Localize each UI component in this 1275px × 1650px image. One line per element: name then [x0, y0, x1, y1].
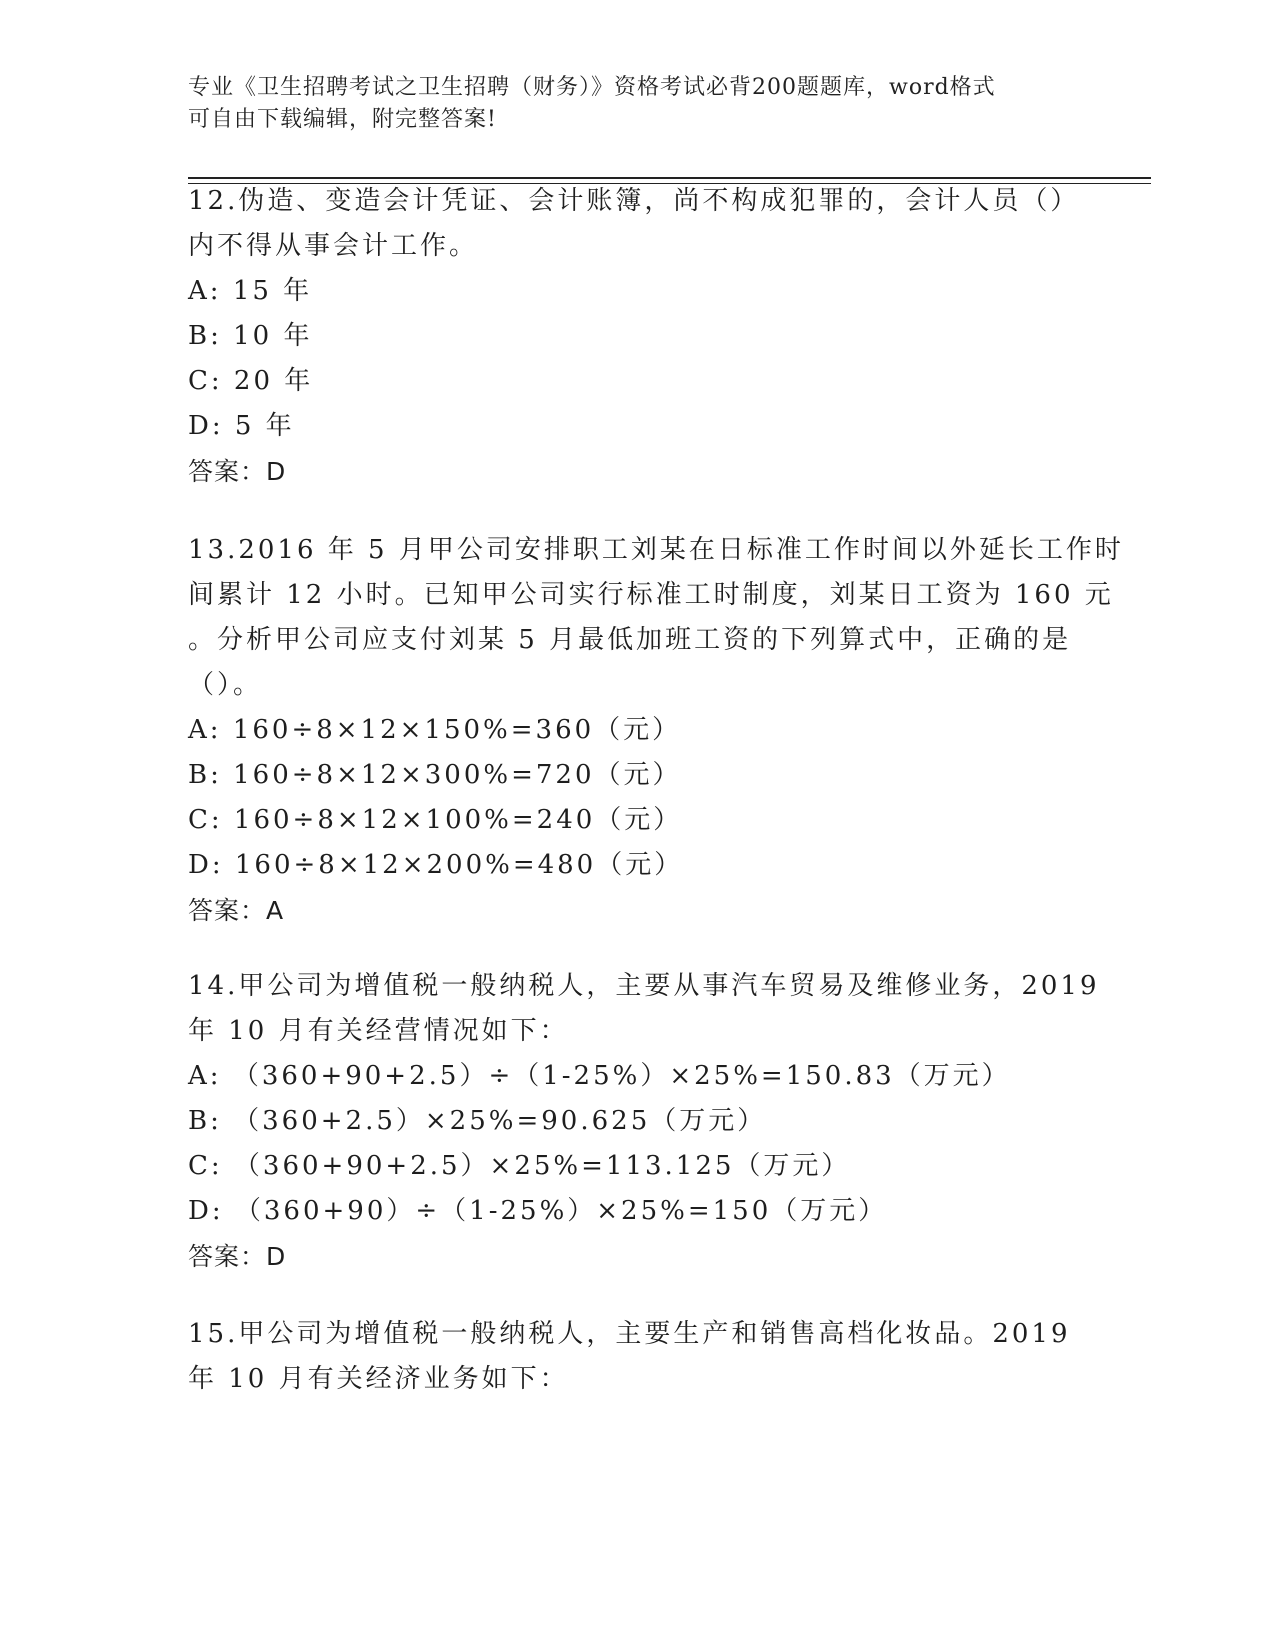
- header-title-line-1: 专业《卫生招聘考试之卫生招聘（财务）》资格考试必背200题题库，word格式: [188, 75, 996, 100]
- answer-line: 答案：D: [188, 457, 287, 486]
- option-key: C:: [188, 805, 223, 835]
- option-a: [188, 708, 1088, 753]
- option-key: A:: [188, 276, 222, 306]
- option-text: （360+90+2.5）×25%=113.125（万元）: [233, 1151, 851, 1181]
- option-c: [188, 1144, 1088, 1189]
- question-stem-line: （）。: [188, 670, 263, 700]
- option-d: [188, 1189, 1088, 1234]
- option-a: [188, 1054, 1088, 1099]
- option-key: C:: [188, 366, 223, 396]
- answer-line: 答案：D: [188, 1242, 287, 1271]
- option-b: [188, 753, 1088, 798]
- question-stem-line: 12.伪造、变造会计凭证、会计账簿，尚不构成犯罪的，会计人员（）: [188, 186, 1080, 216]
- option-c: [188, 798, 1088, 843]
- question-stem-line: 内不得从事会计工作。: [188, 231, 479, 261]
- question-stem-line: 15.甲公司为增值税一般纳税人，主要生产和销售高档化妆品。2019: [188, 1319, 1071, 1349]
- question-15: [188, 1312, 1088, 1402]
- option-text: 160÷8×12×300%=720（元）: [233, 760, 682, 790]
- option-d: [188, 404, 1088, 449]
- option-key: B:: [188, 321, 222, 351]
- question-stem-line: 年 10 月有关经营情况如下：: [188, 1016, 569, 1046]
- option-text: 15 年: [232, 276, 313, 306]
- option-b: [188, 1099, 1088, 1144]
- option-text: 10 年: [233, 321, 313, 351]
- option-text: 160÷8×12×150%=360（元）: [232, 715, 682, 745]
- option-key: A:: [188, 1061, 222, 1091]
- question-stem-line: 。分析甲公司应支付刘某 5 月最低加班工资的下列算式中，正确的是: [188, 625, 1072, 655]
- option-a: [188, 269, 1088, 314]
- page-header: [188, 72, 1068, 136]
- option-key: D:: [188, 850, 224, 880]
- option-b: [188, 314, 1088, 359]
- option-text: （360+90+2.5）÷（1-25%）×25%=150.83（万元）: [232, 1061, 1011, 1091]
- question-14: [188, 964, 1100, 1279]
- option-d: [188, 843, 1088, 888]
- option-key: B:: [188, 760, 222, 790]
- option-c: [188, 359, 1088, 404]
- header-title-line-2: 可自由下载编辑，附完整答案!: [188, 107, 497, 132]
- question-stem-line: 13.2016 年 5 月甲公司安排职工刘某在日标准工作时间以外延长工作时: [188, 535, 1124, 565]
- question-stem-line: 间累计 12 小时。已知甲公司实行标准工时制度，刘某日工资为 160 元: [188, 580, 1114, 610]
- question-stem-line: 年 10 月有关经济业务如下：: [188, 1364, 569, 1394]
- option-text: （360+2.5）×25%=90.625（万元）: [233, 1106, 767, 1136]
- option-key: D:: [188, 1196, 224, 1226]
- option-text: 160÷8×12×200%=480（元）: [234, 850, 684, 880]
- question-stem-line: 14.甲公司为增值税一般纳税人，主要从事汽车贸易及维修业务，2019: [188, 971, 1100, 1001]
- answer-line: 答案：A: [188, 896, 285, 925]
- question-12: [188, 179, 1088, 494]
- option-text: 5 年: [234, 411, 295, 441]
- question-13: [188, 528, 1124, 933]
- option-text: 20 年: [233, 366, 314, 396]
- option-text: 160÷8×12×100%=240（元）: [233, 805, 683, 835]
- option-text: （360+90）÷（1-25%）×25%=150（万元）: [234, 1196, 888, 1226]
- option-key: D:: [188, 411, 224, 441]
- option-key: B:: [188, 1106, 222, 1136]
- option-key: A:: [188, 715, 222, 745]
- option-key: C:: [188, 1151, 223, 1181]
